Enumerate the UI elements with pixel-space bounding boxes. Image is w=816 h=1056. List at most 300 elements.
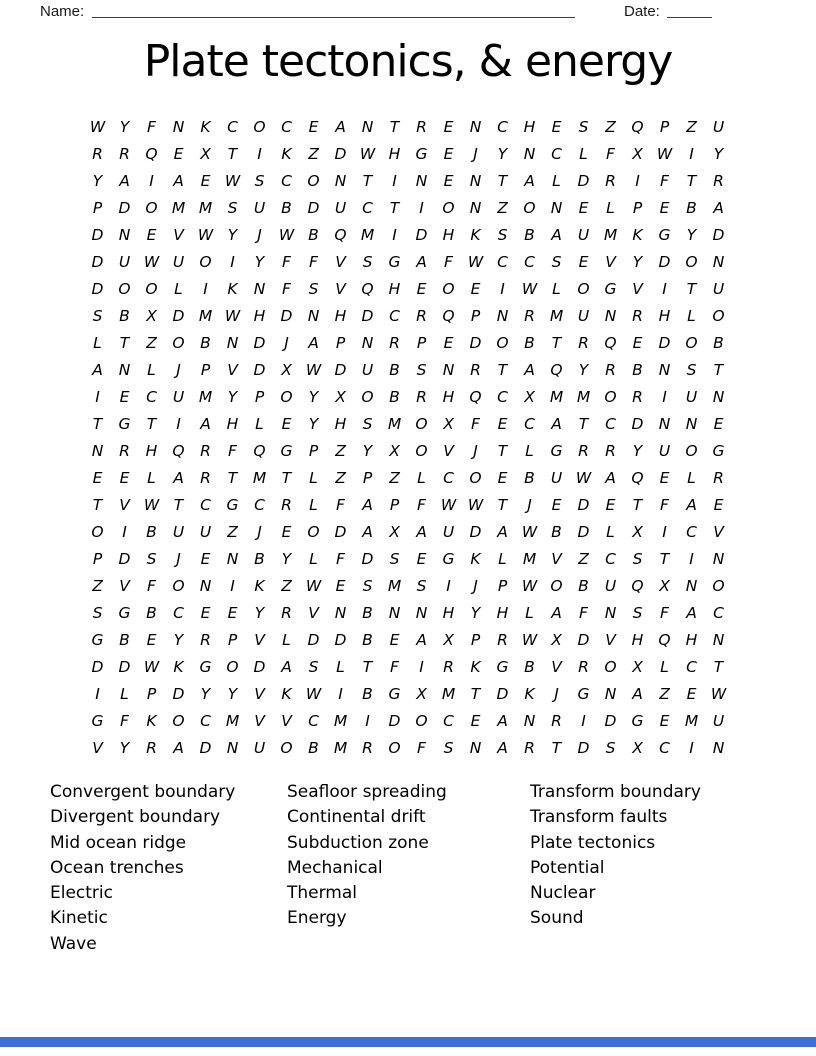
grid-letter: E [200, 171, 211, 190]
grid-letter: I [392, 171, 397, 190]
grid-letter: B [524, 333, 535, 352]
grid-letter: J [473, 441, 478, 460]
grid-letter: E [443, 117, 454, 136]
grid-letter: X [335, 387, 346, 406]
grid-letter: B [146, 522, 157, 541]
grid-letter: D [577, 495, 590, 514]
grid-letter: T [362, 171, 373, 190]
grid-letter: B [119, 630, 130, 649]
grid-letter: N [415, 603, 428, 622]
grid-letter: N [658, 360, 671, 379]
grid-letter: D [253, 657, 266, 676]
grid-letter: E [200, 549, 211, 568]
grid-letter: C [659, 738, 670, 757]
grid-letter: C [281, 171, 292, 190]
word-list-item: Kinetic [50, 908, 108, 929]
grid-letter: S [416, 360, 427, 379]
word-list-item: Mid ocean ridge [50, 832, 187, 853]
grid-letter: C [497, 252, 508, 271]
grid-letter: U [172, 387, 185, 406]
grid-letter: T [497, 441, 508, 460]
grid-letter: W [224, 171, 241, 190]
grid-letter: V [227, 360, 238, 379]
grid-letter: V [605, 630, 616, 649]
grid-letter: N [604, 603, 617, 622]
grid-letter: E [389, 630, 400, 649]
grid-letter: H [658, 306, 671, 325]
grid-letter: Y [470, 603, 481, 622]
grid-letter: R [713, 171, 724, 190]
word-list-item: Transform faults [530, 807, 668, 828]
grid-letter: K [281, 144, 292, 163]
grid-letter: E [551, 117, 562, 136]
grid-letter: R [200, 468, 211, 487]
grid-letter: Q [550, 360, 563, 379]
grid-letter: L [93, 333, 102, 352]
grid-letter: L [282, 630, 291, 649]
grid-letter: F [444, 252, 453, 271]
name-blank-line [92, 2, 575, 18]
grid-letter: A [686, 495, 697, 514]
grid-letter: X [416, 684, 427, 703]
grid-letter: O [226, 657, 239, 676]
grid-letter: A [605, 468, 616, 487]
grid-letter: Z [227, 522, 238, 541]
grid-letter: B [632, 360, 643, 379]
word-list-item: Sound [530, 908, 584, 929]
grid-letter: P [497, 576, 508, 595]
grid-letter: R [578, 657, 589, 676]
grid-letter: E [713, 414, 724, 433]
grid-letter: J [473, 144, 478, 163]
grid-letter: I [662, 387, 667, 406]
grid-letter: R [470, 360, 481, 379]
grid-letter: A [524, 360, 535, 379]
grid-letter: I [500, 279, 505, 298]
grid-letter: A [416, 630, 427, 649]
grid-letter: Y [362, 441, 373, 460]
grid-letter: W [656, 144, 673, 163]
grid-letter: E [119, 468, 130, 487]
grid-letter: E [578, 252, 589, 271]
grid-letter: Y [281, 549, 292, 568]
grid-letter: L [309, 468, 318, 487]
grid-letter: D [577, 630, 590, 649]
grid-letter: V [335, 252, 346, 271]
grid-letter: T [497, 495, 508, 514]
grid-letter: Z [335, 468, 346, 487]
word-list-item: Electric [50, 883, 113, 904]
grid-letter: U [172, 252, 185, 271]
grid-letter: L [660, 657, 669, 676]
grid-letter: Y [632, 441, 643, 460]
grid-letter: O [91, 522, 104, 541]
grid-letter: N [685, 414, 698, 433]
grid-letter: W [521, 630, 538, 649]
grid-letter: B [524, 225, 535, 244]
grid-letter: M [522, 549, 537, 568]
grid-letter: D [253, 333, 266, 352]
grid-letter: H [226, 414, 239, 433]
grid-letter: G [280, 441, 293, 460]
grid-letter: O [118, 279, 131, 298]
grid-letter: D [658, 333, 671, 352]
grid-letter: F [282, 252, 291, 271]
grid-letter: T [497, 171, 508, 190]
grid-letter: H [388, 144, 401, 163]
grid-letter: O [685, 333, 698, 352]
grid-letter: V [254, 711, 265, 730]
grid-letter: U [253, 198, 266, 217]
grid-letter: V [335, 279, 346, 298]
grid-letter: D [118, 657, 131, 676]
grid-letter: N [199, 576, 212, 595]
grid-letter: F [336, 495, 345, 514]
grid-letter: E [713, 495, 724, 514]
grid-letter: R [146, 738, 157, 757]
grid-letter: M [252, 468, 267, 487]
grid-letter: N [307, 306, 320, 325]
grid-letter: M [333, 738, 348, 757]
grid-letter: S [146, 549, 157, 568]
grid-letter: O [280, 387, 293, 406]
grid-letter: M [576, 387, 591, 406]
grid-letter: D [577, 171, 590, 190]
grid-letter: A [713, 198, 724, 217]
grid-letter: L [147, 468, 156, 487]
grid-letter: H [442, 387, 455, 406]
grid-letter: G [496, 657, 509, 676]
grid-letter: A [362, 522, 373, 541]
grid-letter: J [257, 522, 262, 541]
grid-letter: E [200, 603, 211, 622]
name-label: Name: [40, 3, 85, 20]
grid-letter: K [254, 576, 265, 595]
grid-letter: M [549, 387, 564, 406]
grid-letter: G [712, 441, 725, 460]
grid-letter: R [281, 603, 292, 622]
grid-letter: N [523, 144, 536, 163]
grid-letter: N [91, 441, 104, 460]
grid-letter: W [575, 468, 592, 487]
grid-letter: G [604, 279, 617, 298]
grid-letter: K [227, 279, 238, 298]
grid-letter: E [686, 684, 697, 703]
grid-letter: F [660, 603, 669, 622]
grid-letter: T [281, 468, 292, 487]
grid-letter: T [578, 414, 589, 433]
grid-letter: B [551, 522, 562, 541]
grid-letter: C [200, 711, 211, 730]
word-list-item: Plate tectonics [530, 832, 656, 853]
grid-letter: Z [308, 144, 319, 163]
grid-letter: E [281, 522, 292, 541]
grid-letter: G [91, 630, 104, 649]
grid-letter: D [496, 684, 509, 703]
grid-letter: H [442, 603, 455, 622]
grid-letter: W [305, 360, 322, 379]
grid-letter: E [497, 468, 508, 487]
grid-letter: S [497, 225, 508, 244]
grid-letter: C [497, 387, 508, 406]
grid-letter: W [710, 684, 727, 703]
grid-letter: O [415, 441, 428, 460]
grid-letter: E [443, 171, 454, 190]
grid-letter: A [200, 414, 211, 433]
grid-letter: L [336, 657, 345, 676]
grid-letter: F [390, 657, 399, 676]
grid-letter: E [470, 711, 481, 730]
grid-letter: T [686, 171, 697, 190]
grid-letter: O [550, 576, 563, 595]
grid-letter: K [470, 549, 481, 568]
grid-letter: O [442, 279, 455, 298]
grid-letter: Q [631, 576, 644, 595]
grid-letter: W [278, 225, 295, 244]
grid-letter: S [443, 738, 454, 757]
grid-letter: U [604, 576, 617, 595]
grid-letter: Y [119, 738, 130, 757]
grid-letter: N [118, 360, 131, 379]
grid-letter: U [577, 306, 590, 325]
grid-letter: I [203, 279, 208, 298]
grid-letter: T [551, 333, 562, 352]
grid-letter: L [687, 306, 696, 325]
word-search-grid [84, 113, 732, 761]
grid-letter: U [361, 360, 374, 379]
grid-letter: P [92, 198, 103, 217]
grid-letter: X [146, 306, 157, 325]
grid-letter: O [415, 414, 428, 433]
grid-letter: C [497, 117, 508, 136]
grid-letter: R [578, 441, 589, 460]
grid-letter: N [712, 630, 725, 649]
grid-letter: H [442, 225, 455, 244]
grid-letter: U [712, 711, 725, 730]
grid-letter: L [579, 144, 588, 163]
grid-letter: A [632, 684, 643, 703]
grid-letter: T [659, 549, 670, 568]
grid-letter: A [551, 225, 562, 244]
grid-letter: I [662, 522, 667, 541]
grid-letter: R [119, 144, 130, 163]
grid-letter: R [281, 495, 292, 514]
grid-letter: A [335, 117, 346, 136]
grid-letter: D [91, 657, 104, 676]
grid-letter: Y [227, 225, 238, 244]
grid-letter: E [551, 495, 562, 514]
grid-letter: A [686, 603, 697, 622]
grid-letter: O [415, 711, 428, 730]
grid-letter: E [146, 630, 157, 649]
grid-letter: J [176, 549, 181, 568]
grid-letter: P [470, 630, 481, 649]
grid-letter: R [605, 360, 616, 379]
grid-letter: F [309, 252, 318, 271]
grid-letter: S [308, 279, 319, 298]
grid-letter: I [95, 387, 100, 406]
grid-letter: I [662, 279, 667, 298]
grid-letter: Y [92, 171, 103, 190]
grid-letter: F [471, 414, 480, 433]
grid-letter: F [660, 495, 669, 514]
grid-letter: A [416, 252, 427, 271]
grid-letter: O [199, 252, 212, 271]
grid-letter: L [552, 171, 561, 190]
grid-letter: W [467, 495, 484, 514]
grid-letter: D [253, 360, 266, 379]
grid-letter: L [174, 279, 183, 298]
grid-letter: K [632, 225, 643, 244]
grid-letter: O [442, 198, 455, 217]
grid-letter: N [118, 225, 131, 244]
grid-letter: Y [173, 630, 184, 649]
grid-letter: D [469, 333, 482, 352]
word-list-item: Seafloor spreading [287, 782, 447, 802]
grid-letter: Z [659, 684, 670, 703]
grid-letter: H [685, 630, 698, 649]
grid-letter: I [419, 657, 424, 676]
grid-letter: G [658, 225, 671, 244]
grid-letter: P [227, 630, 238, 649]
grid-letter: D [118, 549, 131, 568]
grid-letter: I [95, 684, 100, 703]
grid-letter: S [551, 252, 562, 271]
grid-letter: D [172, 306, 185, 325]
grid-letter: R [632, 387, 643, 406]
grid-letter: B [308, 225, 319, 244]
grid-letter: E [119, 387, 130, 406]
grid-letter: W [143, 495, 160, 514]
grid-letter: N [469, 198, 482, 217]
grid-letter: O [253, 117, 266, 136]
grid-letter: S [578, 117, 589, 136]
grid-letter: Y [119, 117, 130, 136]
grid-letter: V [605, 252, 616, 271]
grid-letter: K [200, 117, 211, 136]
grid-letter: H [253, 306, 266, 325]
word-list-item: Energy [287, 908, 347, 929]
grid-letter: D [469, 522, 482, 541]
grid-letter: F [606, 144, 615, 163]
grid-letter: B [362, 630, 373, 649]
grid-letter: D [604, 711, 617, 730]
grid-letter: O [172, 576, 185, 595]
grid-letter: N [334, 603, 347, 622]
grid-letter: C [146, 387, 157, 406]
grid-letter: J [176, 360, 181, 379]
grid-letter: D [577, 738, 590, 757]
grid-letter: O [604, 387, 617, 406]
grid-letter: R [605, 171, 616, 190]
grid-letter: M [198, 387, 213, 406]
grid-letter: K [281, 684, 292, 703]
grid-letter: O [145, 198, 158, 217]
grid-letter: U [577, 225, 590, 244]
grid-letter: C [605, 414, 616, 433]
grid-letter: R [551, 711, 562, 730]
grid-letter: E [443, 144, 454, 163]
grid-letter: U [334, 198, 347, 217]
grid-letter: C [281, 117, 292, 136]
grid-letter: B [281, 198, 292, 217]
grid-letter: R [92, 144, 103, 163]
grid-letter: D [658, 252, 671, 271]
grid-letter: G [91, 711, 104, 730]
grid-letter: V [119, 576, 130, 595]
grid-letter: N [712, 738, 725, 757]
grid-letter: V [281, 711, 292, 730]
grid-letter: L [255, 414, 264, 433]
grid-letter: N [361, 333, 374, 352]
grid-letter: A [92, 360, 103, 379]
grid-letter: S [605, 738, 616, 757]
grid-letter: W [521, 522, 538, 541]
grid-letter: O [280, 738, 293, 757]
word-list-item: Nuclear [530, 883, 596, 904]
grid-letter: E [92, 468, 103, 487]
grid-letter: W [467, 252, 484, 271]
grid-letter: M [225, 711, 240, 730]
grid-letter: Y [308, 414, 319, 433]
word-list-column-2 [287, 780, 530, 957]
grid-letter: Q [631, 468, 644, 487]
word-list-item: Potential [530, 857, 605, 878]
grid-letter: Q [361, 279, 374, 298]
grid-letter: T [632, 495, 643, 514]
grid-letter: X [443, 630, 454, 649]
grid-letter: Y [227, 684, 238, 703]
date-label: Date: [624, 3, 660, 20]
grid-letter: O [469, 468, 482, 487]
grid-letter: Q [334, 225, 347, 244]
grid-letter: R [443, 657, 454, 676]
grid-letter: W [305, 684, 322, 703]
grid-letter: B [389, 387, 400, 406]
grid-letter: Y [254, 252, 265, 271]
word-list-item: Wave [50, 933, 97, 954]
grid-letter: B [524, 657, 535, 676]
grid-letter: N [604, 684, 617, 703]
grid-letter: E [281, 414, 292, 433]
grid-letter: P [335, 333, 346, 352]
grid-letter: O [307, 522, 320, 541]
grid-letter: D [334, 630, 347, 649]
grid-letter: P [632, 198, 643, 217]
grid-letter: M [198, 306, 213, 325]
grid-letter: Y [632, 252, 643, 271]
grid-letter: O [307, 171, 320, 190]
grid-letter: Y [308, 387, 319, 406]
grid-letter: L [687, 468, 696, 487]
grid-letter: H [631, 630, 644, 649]
grid-letter: O [712, 576, 725, 595]
grid-letter: I [689, 144, 694, 163]
grid-letter: Y [497, 144, 508, 163]
grid-letter: U [199, 522, 212, 541]
grid-letter: R [632, 306, 643, 325]
grid-letter: T [389, 117, 400, 136]
grid-letter: W [143, 252, 160, 271]
grid-letter: B [362, 603, 373, 622]
grid-letter: E [146, 225, 157, 244]
grid-letter: B [146, 603, 157, 622]
grid-letter: I [230, 252, 235, 271]
grid-letter: L [525, 441, 534, 460]
grid-letter: R [524, 738, 535, 757]
grid-letter: S [92, 603, 103, 622]
grid-letter: D [172, 684, 185, 703]
